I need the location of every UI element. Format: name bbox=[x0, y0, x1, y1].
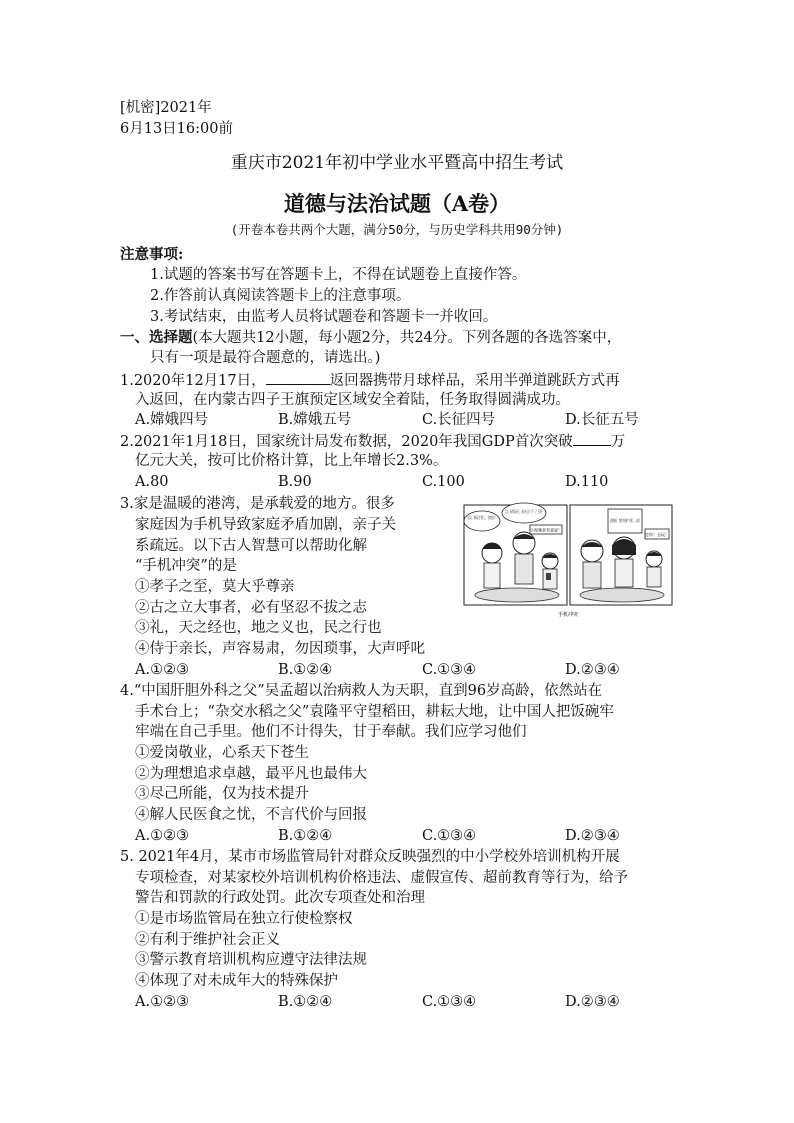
question-5-item: ①是市场监管局在独立行使检察权 bbox=[135, 911, 353, 927]
notice-item: 3.考试结束，由监考人员将试题卷和答题卡一并收回。 bbox=[150, 309, 498, 325]
comic-bubble-5: 打你！去玩！ bbox=[645, 532, 669, 537]
question-5-item: ③警示教育培训机构应遵守法律法规 bbox=[135, 952, 367, 968]
option-b: B.90 bbox=[278, 474, 312, 490]
question-1-suffix: 返回器携带月球样品，采用半弹道跳跃方式再 bbox=[329, 373, 620, 389]
question-5-item: ④体现了对未成年大的特殊保护 bbox=[135, 973, 338, 989]
question-3-line: 3.家是温暖的港湾，是承载爱的地方。很多 bbox=[120, 496, 395, 512]
option-b: B.①②④ bbox=[278, 828, 333, 844]
option-d: D.②③④ bbox=[565, 994, 620, 1010]
option-b: B.①②④ bbox=[278, 662, 333, 678]
option-a: A.①②③ bbox=[135, 662, 190, 678]
notice-item: 2.作答前认真阅读答题卡上的注意事项。 bbox=[150, 288, 411, 304]
option-d: D.②③④ bbox=[565, 828, 620, 844]
question-2-prefix: 2.2021年1月18日，国家统计局发布数据，2020年我国GDP首次突破 bbox=[120, 434, 573, 450]
option-c: C.①③④ bbox=[422, 994, 477, 1010]
comic-bubble-4 bbox=[610, 517, 640, 523]
option-d: D.长征五号 bbox=[565, 412, 639, 428]
question-4-item: ③尽己所能，仅为技术提升 bbox=[135, 786, 309, 802]
question-2-line1 bbox=[120, 431, 625, 452]
option-b: B.嫦娥五号 bbox=[278, 412, 352, 428]
question-4-line: 手术台上；“杂交水稻之父”袁隆平守望稻田，耕耘大地，让中国人把饭碗牢 bbox=[135, 704, 614, 720]
question-3-line: 家庭因为手机导致家庭矛盾加剧，亲子关 bbox=[135, 517, 396, 533]
answer-blank bbox=[573, 431, 611, 446]
question-3-item: ④侍于亲长，声容易肃，勿因琐事，大声呼叱 bbox=[135, 641, 425, 657]
option-d: D.②③④ bbox=[565, 662, 620, 678]
question-5-line: 5. 2021年4月，某市市场监管局针对群众反映强烈的中小学校外培训机构开展 bbox=[120, 849, 620, 865]
question-3-line: 系疏远。以下古人智慧可以帮助化解 bbox=[135, 538, 367, 554]
comic-bubble-2 bbox=[505, 508, 543, 514]
option-b: B.①②④ bbox=[278, 994, 333, 1010]
phone-conflict-comic bbox=[462, 493, 674, 619]
question-1-prefix: 1.2020年12月17日， bbox=[120, 373, 266, 389]
comic-bubble-3: 小视频真有意思！ bbox=[530, 527, 562, 533]
option-a: A.80 bbox=[135, 474, 169, 490]
question-3-line: “手机冲突”的是 bbox=[135, 558, 237, 574]
option-a: A.①②③ bbox=[135, 994, 190, 1010]
question-4-line: 牢端在自己手里。他们不计得失，甘于奉献。我们应学习他们 bbox=[135, 724, 527, 740]
section-desc-line2: 只有一项是最符合题意的，请选出。) bbox=[150, 350, 381, 366]
question-2-line2: 亿元大关，按可比价格计算，比上年增长2.3%。 bbox=[135, 453, 448, 469]
notice-item: 1.试题的答案书写在答题卡上，不得在试题卷上直接作答。 bbox=[150, 267, 527, 283]
secret-label-line1: [机密]2021年 bbox=[120, 100, 212, 116]
comic-bubble-1: 宝贝，别玩手机了，快吃饭！ bbox=[467, 515, 519, 520]
comic-caption: 手机冲突 bbox=[557, 612, 579, 618]
section-heading: 一、选择题 bbox=[120, 329, 193, 346]
option-c: C.100 bbox=[422, 474, 465, 490]
section-desc: (本大题共12小题，每小题2分，共24分。下列各题的各选答案中， bbox=[192, 330, 622, 346]
question-1-line1 bbox=[120, 370, 620, 391]
question-4-line: 4.“中国肝胆外科之父”吴孟超以治病救人为天职，直到96岁高龄，依然站在 bbox=[120, 683, 603, 699]
option-a: A.嫦娥四号 bbox=[135, 412, 209, 428]
option-c: C.①③④ bbox=[422, 828, 477, 844]
question-5-line: 警告和罚款的行政处罚。此次专项查处和治理 bbox=[135, 890, 425, 906]
question-4-item: ①爱岗敬业，心系天下苍生 bbox=[135, 745, 309, 761]
exam-note: (开卷本卷共两个大题，满分50分，与历史学科共用90分钟) bbox=[230, 222, 564, 237]
question-4-item: ②为理想追求卓越，最平凡也最伟大 bbox=[135, 766, 367, 782]
question-5-line: 专项检查，对某家校外培训机构价格违法、虚假宣传、超前教育等行为，给予 bbox=[135, 870, 628, 886]
option-c: C.长征四号 bbox=[422, 412, 496, 428]
question-3-item: ②古之立大事者，必有坚忍不拔之志 bbox=[135, 600, 367, 616]
section-heading-line bbox=[120, 328, 621, 348]
question-1-line2: 入返回，在内蒙古四子王旗预定区域安全着陆，任务取得圆满成功。 bbox=[135, 392, 570, 408]
exam-title: 重庆市2021年初中学业水平暨高中招生考试 bbox=[230, 153, 564, 173]
question-3-item: ③礼，天之经也，地之义也，民之行也 bbox=[135, 620, 382, 636]
notice-heading: 注意事项: bbox=[120, 246, 184, 263]
question-5-item: ②有利于维护社会正义 bbox=[135, 932, 280, 948]
secret-label-line2: 6月13日16:00前 bbox=[120, 121, 233, 137]
subject-title: 道德与法治试题（A卷） bbox=[283, 191, 511, 216]
question-3-item: ①孝子之至，莫大乎尊亲 bbox=[135, 579, 295, 595]
question-2-suffix: 万 bbox=[610, 434, 626, 450]
option-d: D.110 bbox=[565, 474, 609, 490]
question-4-item: ④解人民医食之忧，不言代价与回报 bbox=[135, 807, 367, 823]
option-c: C.①③④ bbox=[422, 662, 477, 678]
answer-blank bbox=[266, 370, 330, 385]
option-a: A.①②③ bbox=[135, 828, 190, 844]
